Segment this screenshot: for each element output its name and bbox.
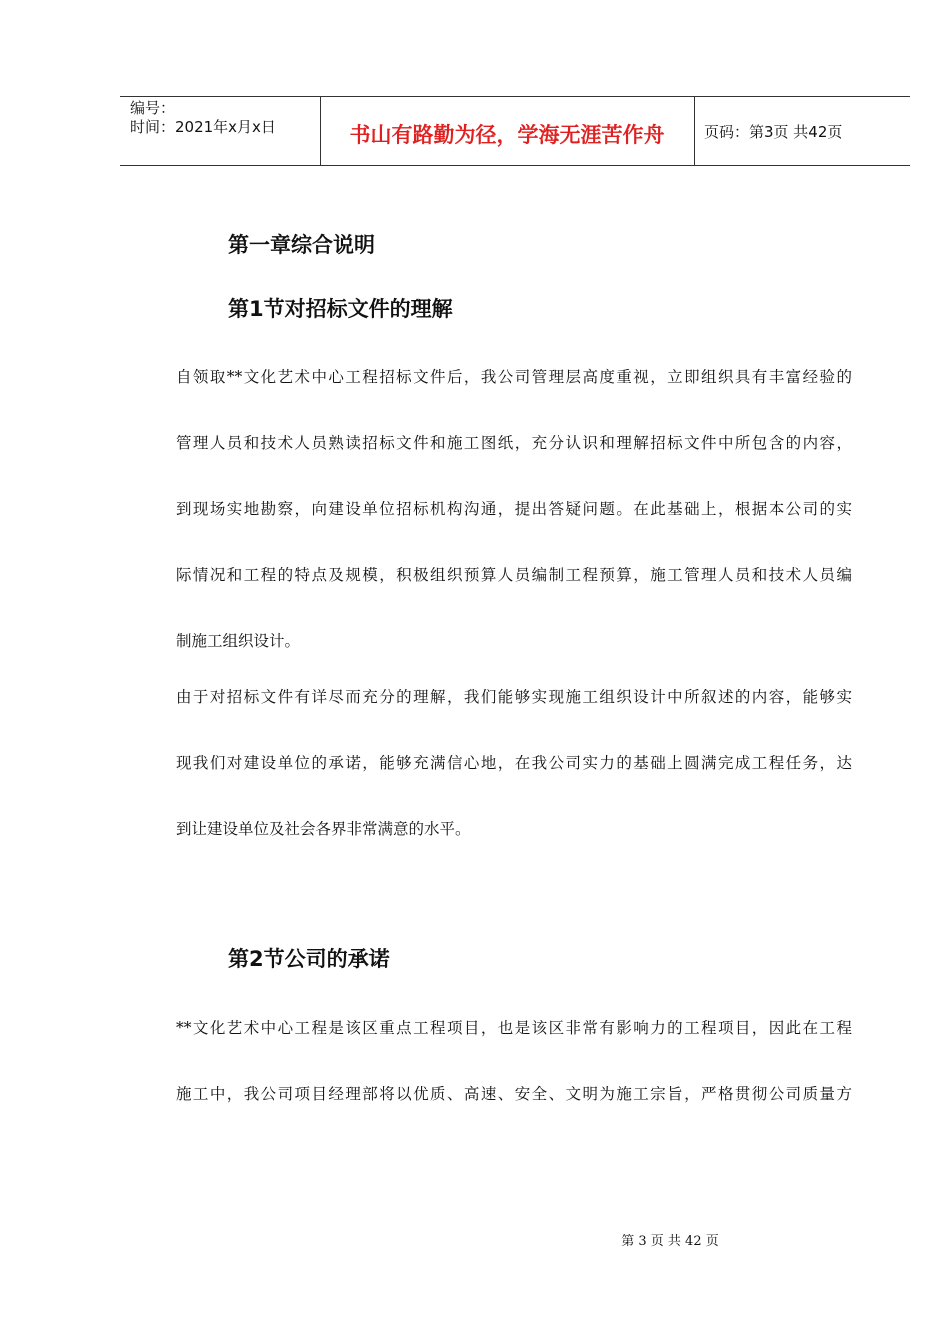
paragraph-line: 管理人员和技术人员熟读招标文件和施工图纸，充分认识和理解招标文件中所包含的内容， — [176, 434, 852, 452]
paragraph-line: 到现场实地勘察，向建设单位招标机构沟通，提出答疑问题。在此基础上，根据本公司的实 — [176, 500, 852, 518]
paragraph-line: **文化艺术中心工程是该区重点工程项目，也是该区非常有影响力的工程项目，因此在工程 — [176, 1019, 852, 1037]
section-2-title: 第2节公司的承诺 — [228, 947, 390, 971]
section-1-title: 第1节对招标文件的理解 — [228, 297, 453, 321]
header-motto: 书山有路勤为径，学海无涯苦作舟 — [349, 123, 665, 147]
page-header — [120, 96, 910, 166]
chapter-title: 第一章综合说明 — [228, 233, 375, 257]
paragraph-line: 由于对招标文件有详尽而充分的理解，我们能够实现施工组织设计中所叙述的内容，能够实 — [176, 688, 852, 706]
paragraph-line: 到让建设单位及社会各界非常满意的水平。 — [176, 820, 471, 838]
paragraph-line: 现我们对建设单位的承诺，能够充满信心地，在我公司实力的基础上圆满完成工程任务，达 — [176, 754, 852, 772]
document-time-label: 时间：2021年x月x日 — [130, 118, 276, 136]
paragraph-line: 施工中，我公司项目经理部将以优质、高速、安全、文明为施工宗旨，严格贯彻公司质量方 — [176, 1085, 852, 1103]
paragraph-line: 际情况和工程的特点及规模，积极组织预算人员编制工程预算，施工管理人员和技术人员编 — [176, 566, 852, 584]
document-number-label: 编号： — [130, 99, 176, 117]
page-footer: 第 3 页 共 42 页 — [621, 1234, 719, 1249]
header-meta — [130, 99, 276, 137]
paragraph-line: 自领取**文化艺术中心工程招标文件后，我公司管理层高度重视，立即组织具有丰富经验的 — [176, 368, 852, 386]
paragraph-line: 制施工组织设计。 — [176, 632, 301, 650]
header-page-number: 页码：第3页 共42页 — [704, 123, 843, 141]
header-divider — [694, 97, 695, 165]
